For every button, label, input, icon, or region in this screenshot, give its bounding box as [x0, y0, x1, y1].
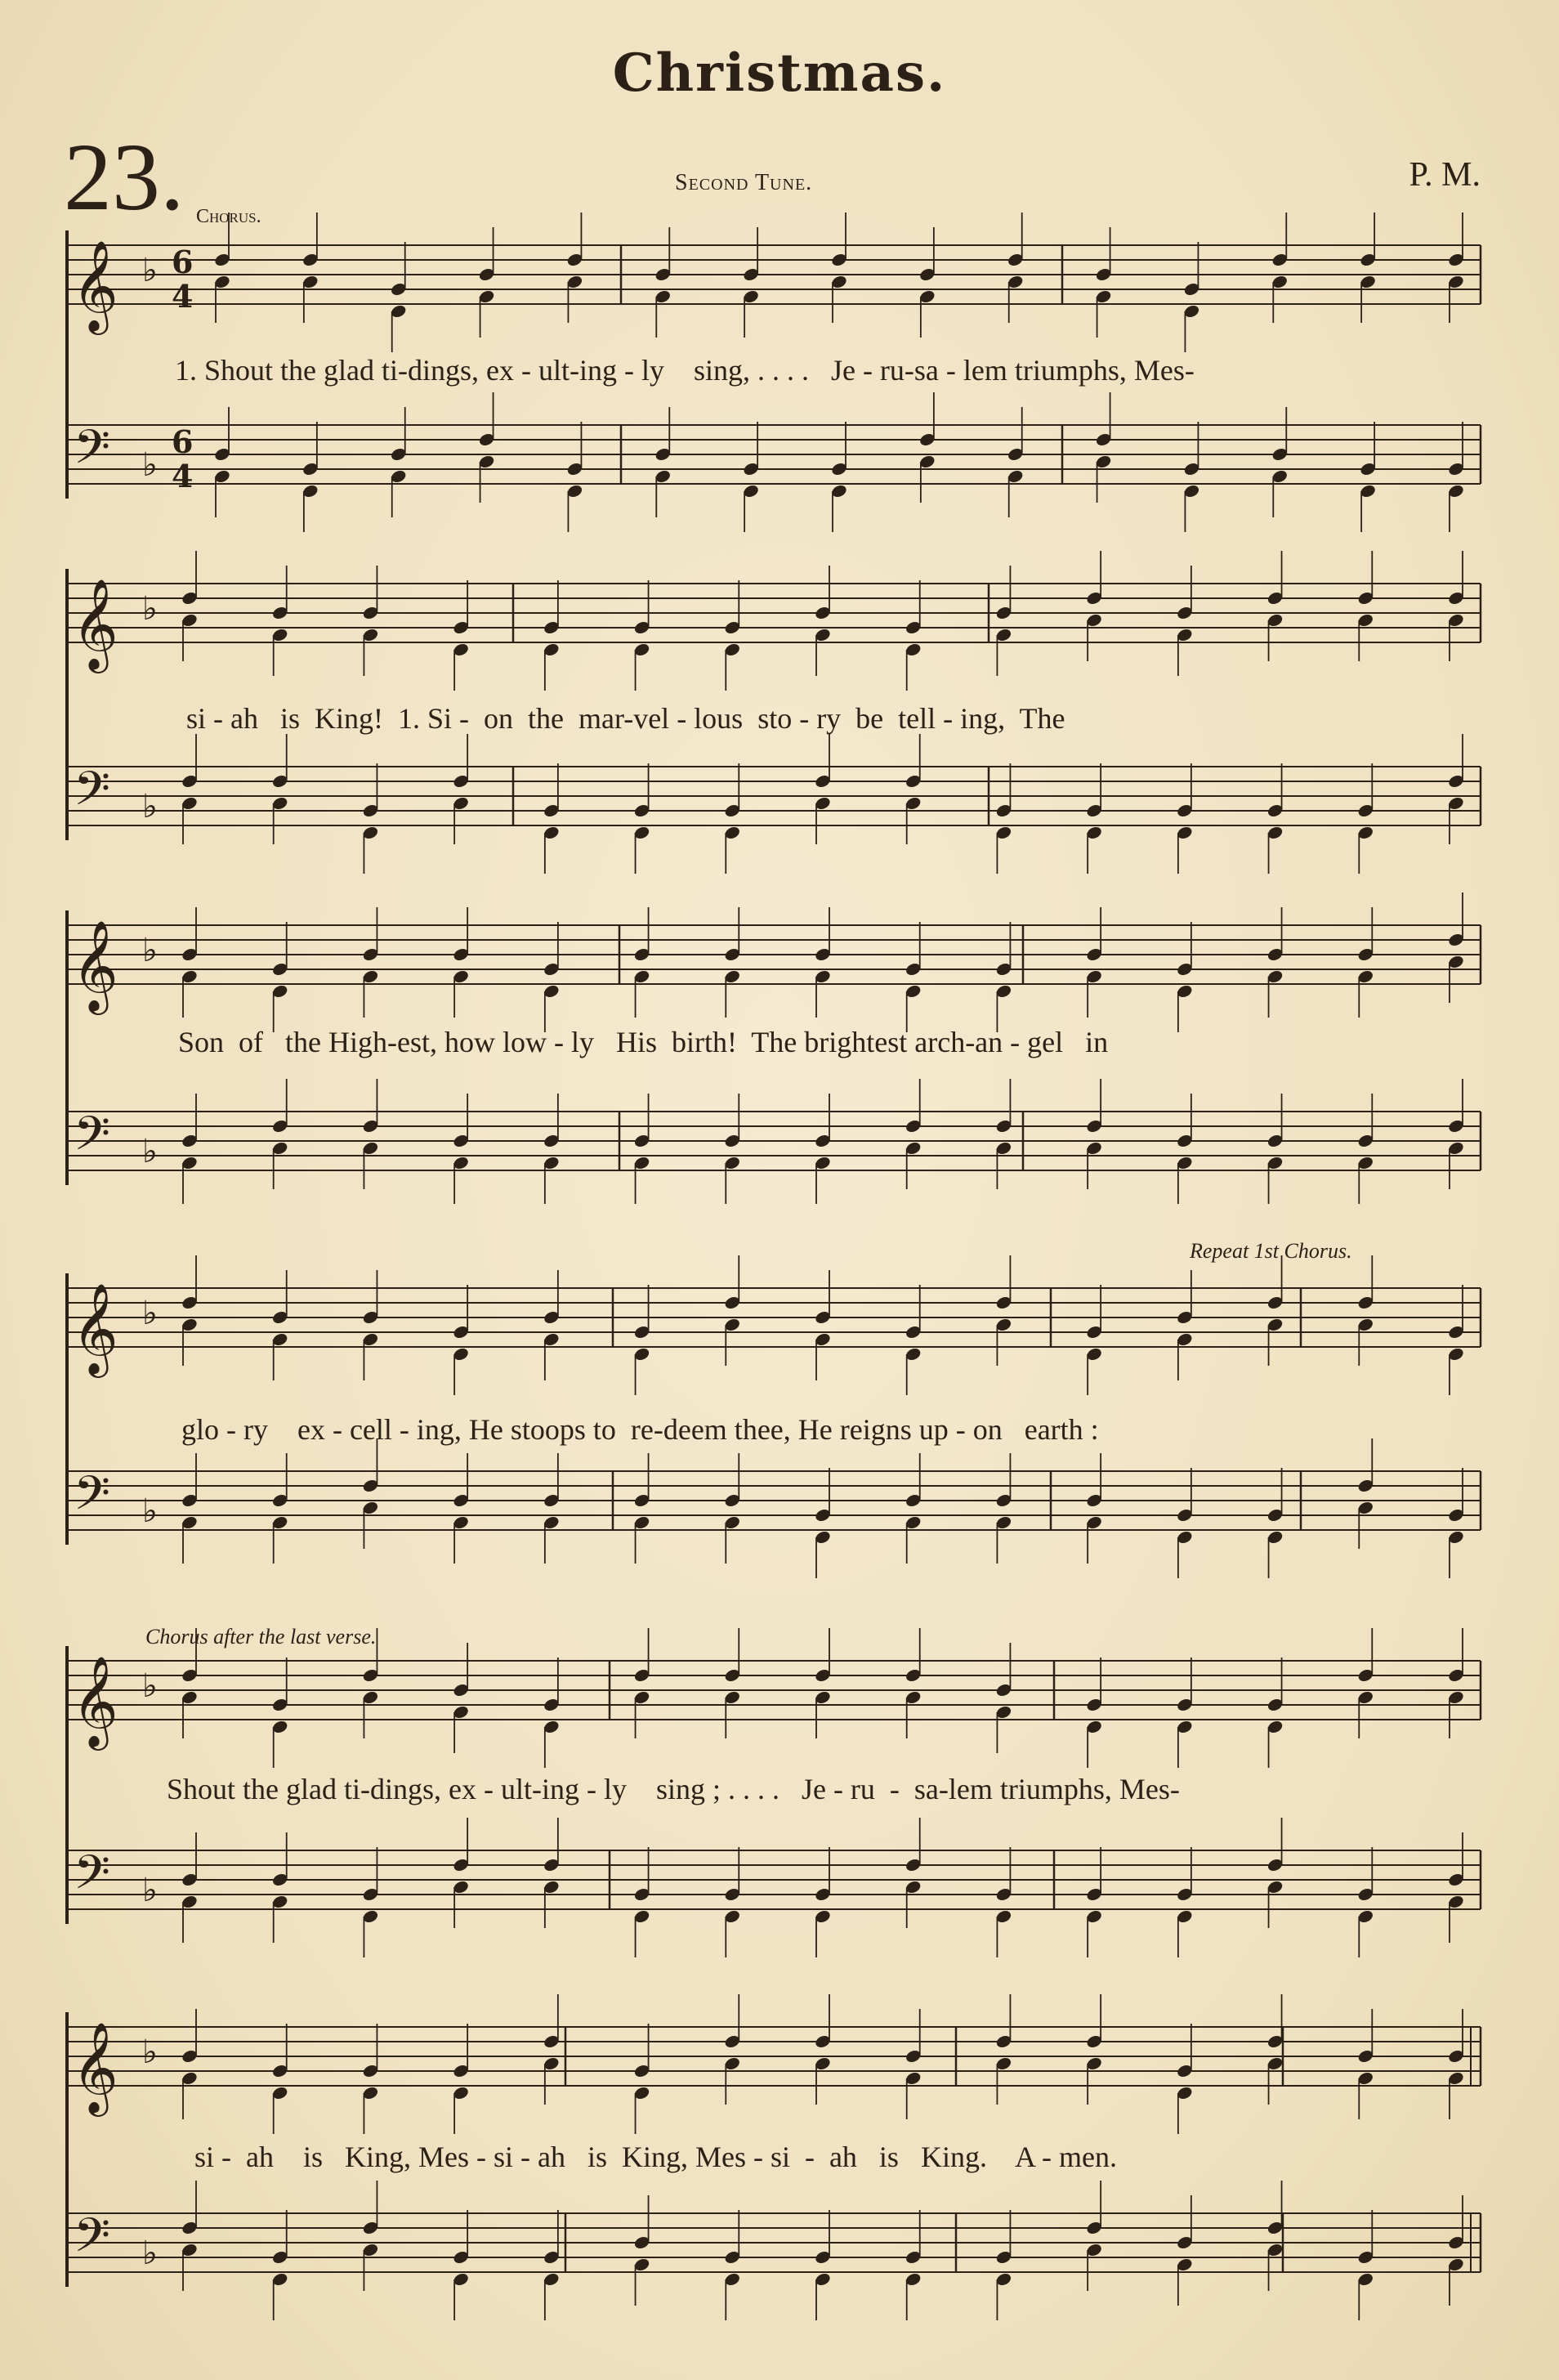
- bass-clef-icon: 𝄢: [74, 2208, 111, 2275]
- flat-key-icon: ♭: [142, 1133, 158, 1170]
- treble-clef-icon: 𝄞: [72, 2021, 118, 2113]
- flat-key-icon: ♭: [142, 446, 158, 484]
- lyric-line-1: 1. Shout the glad ti-dings, ex - ult-ing - ly sing, . . . . Je - ru-sa - lem triumphs, Mes-: [175, 354, 1195, 387]
- time-signature-upper: 6: [172, 244, 194, 280]
- meter-label: P. M.: [1409, 156, 1481, 194]
- bass-clef-icon: 𝄢: [74, 761, 111, 828]
- flat-key-icon: ♭: [142, 1667, 158, 1705]
- lyric-line-2: si - ah is King! 1. Si - on the mar-vel - lous sto - ry be tell - ing, The: [186, 702, 1065, 735]
- bass-clef-icon: 𝄢: [74, 1465, 111, 1532]
- flat-key-icon: ♭: [142, 2235, 158, 2272]
- time-signature-lower: 4: [172, 458, 194, 494]
- treble-clef-icon: 𝄞: [72, 239, 118, 331]
- bass-clef-icon: 𝄢: [74, 1106, 111, 1173]
- flat-key-icon: ♭: [142, 1295, 158, 1332]
- flat-key-icon: ♭: [142, 932, 158, 969]
- flat-key-icon: ♭: [142, 590, 158, 628]
- hymn-number: 23.: [64, 123, 185, 230]
- treble-clef-icon: 𝄞: [72, 1282, 118, 1374]
- lyric-line-3: Son of the High-est, how low - ly His birth! The brightest arch-an - gel in: [178, 1026, 1109, 1058]
- flat-key-icon: ♭: [142, 252, 158, 289]
- treble-clef-icon: 𝄞: [72, 1655, 118, 1747]
- flat-key-icon: ♭: [142, 1872, 158, 1909]
- chorus-after-label: Chorus after the last verse.: [145, 1625, 377, 1649]
- bass-clef-icon: 𝄢: [74, 1845, 111, 1912]
- flat-key-icon: ♭: [142, 2033, 158, 2071]
- time-signature-lower: 4: [172, 278, 194, 315]
- time-signature-upper: 6: [172, 423, 194, 460]
- hymn-title: Christmas.: [612, 42, 947, 104]
- lyric-line-6: si - ah is King, Mes - si - ah is King, Mes - si - ah is King. A - men.: [194, 2141, 1117, 2173]
- flat-key-icon: ♭: [142, 788, 158, 825]
- lyric-line-5: Shout the glad ti-dings, ex - ult-ing - ly sing ; . . . . Je - ru - sa-lem triumphs, Mes-: [167, 1773, 1180, 1805]
- treble-clef-icon: 𝄞: [72, 578, 118, 669]
- chorus-label: Chorus.: [196, 206, 261, 227]
- tune-label: Second Tune.: [675, 170, 813, 195]
- treble-clef-icon: 𝄞: [72, 919, 118, 1011]
- bass-clef-icon: 𝄢: [74, 419, 111, 486]
- repeat-chorus-label: Repeat 1st Chorus.: [1190, 1239, 1352, 1263]
- flat-key-icon: ♭: [142, 1492, 158, 1530]
- lyric-line-4: glo - ry ex - cell - ing, He stoops to re-deem thee, He reigns up - on earth :: [181, 1413, 1099, 1446]
